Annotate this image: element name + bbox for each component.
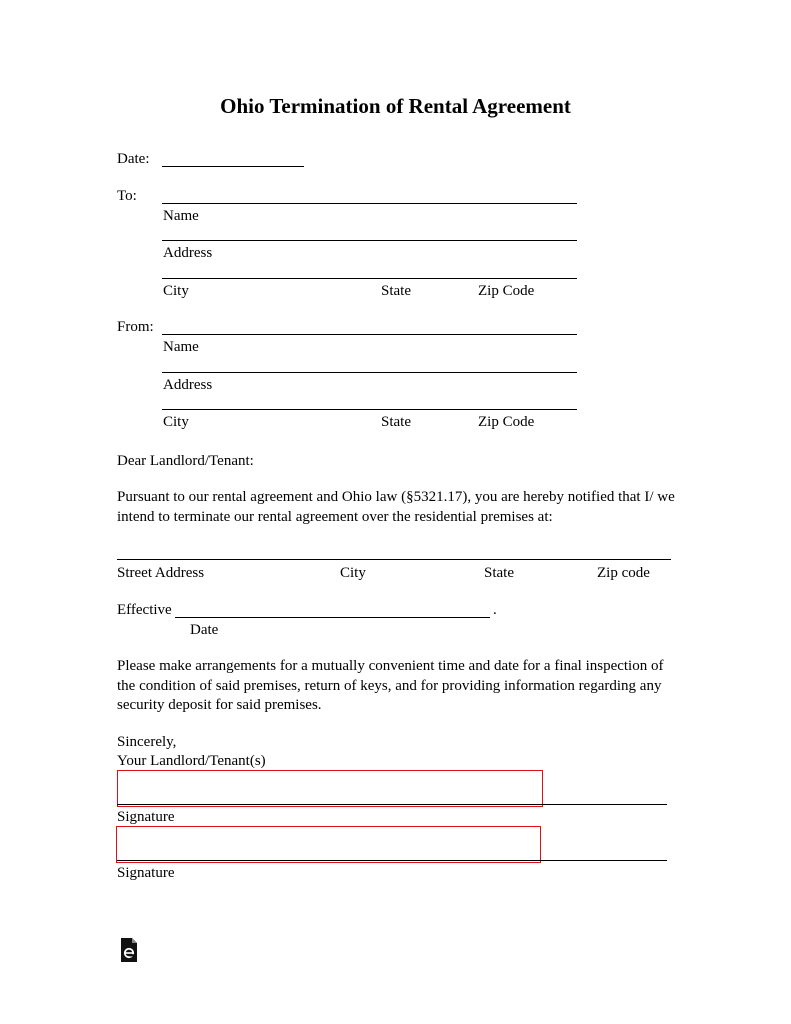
from-zip-label: Zip Code bbox=[478, 414, 535, 430]
effective-period: . bbox=[493, 602, 497, 618]
from-name-field[interactable] bbox=[162, 334, 577, 335]
notice-paragraph: Pursuant to our rental agreement and Ohio law (§5321.17), you are hereby notified that I/ we intend to terminate our rental agreement over the residential premises at: bbox=[117, 489, 675, 525]
signature-label-1: Signature bbox=[117, 809, 175, 825]
premises-city-label: City bbox=[340, 565, 366, 581]
eforms-logo-icon bbox=[120, 938, 138, 962]
from-city-label: City bbox=[163, 414, 189, 430]
from-address-field[interactable] bbox=[162, 372, 577, 373]
signature-field-2[interactable] bbox=[116, 826, 541, 863]
premises-street-label: Street Address bbox=[117, 565, 205, 581]
premises-state-label: State bbox=[484, 565, 514, 581]
to-address-label: Address bbox=[163, 245, 213, 261]
date-field[interactable] bbox=[162, 166, 304, 167]
effective-date-label: Date bbox=[190, 622, 219, 638]
to-address-field[interactable] bbox=[162, 240, 577, 241]
to-label: To: bbox=[117, 188, 137, 204]
to-city-state-zip-field[interactable] bbox=[162, 278, 577, 279]
effective-date-field[interactable] bbox=[175, 617, 490, 618]
premises-address-field[interactable] bbox=[117, 559, 671, 560]
from-label: From: bbox=[117, 319, 154, 335]
signature-line-2 bbox=[117, 860, 667, 861]
document-title: Ohio Termination of Rental Agreement bbox=[220, 94, 571, 118]
to-state-label: State bbox=[381, 283, 411, 299]
inspection-paragraph: Please make arrangements for a mutually convenient time and date for a final inspection of the condition of said premises, return of keys, and for providing information regarding any security deposit for said premises. bbox=[117, 658, 664, 713]
premises-zip-label: Zip code bbox=[597, 565, 650, 581]
signature-field-1[interactable] bbox=[117, 770, 543, 807]
to-city-label: City bbox=[163, 283, 189, 299]
from-address-label: Address bbox=[163, 377, 213, 393]
signature-label-2: Signature bbox=[117, 865, 175, 881]
from-name-label: Name bbox=[163, 339, 199, 355]
closing: Sincerely, bbox=[117, 734, 177, 750]
from-city-state-zip-field[interactable] bbox=[162, 409, 577, 410]
from-state-label: State bbox=[381, 414, 411, 430]
to-name-label: Name bbox=[163, 208, 199, 224]
to-zip-label: Zip Code bbox=[478, 283, 535, 299]
salutation: Dear Landlord/Tenant: bbox=[117, 453, 254, 469]
date-label: Date: bbox=[117, 151, 150, 167]
closing-role: Your Landlord/Tenant(s) bbox=[117, 753, 266, 769]
signature-line-1 bbox=[117, 804, 667, 805]
effective-label: Effective bbox=[117, 602, 172, 618]
to-name-field[interactable] bbox=[162, 203, 577, 204]
